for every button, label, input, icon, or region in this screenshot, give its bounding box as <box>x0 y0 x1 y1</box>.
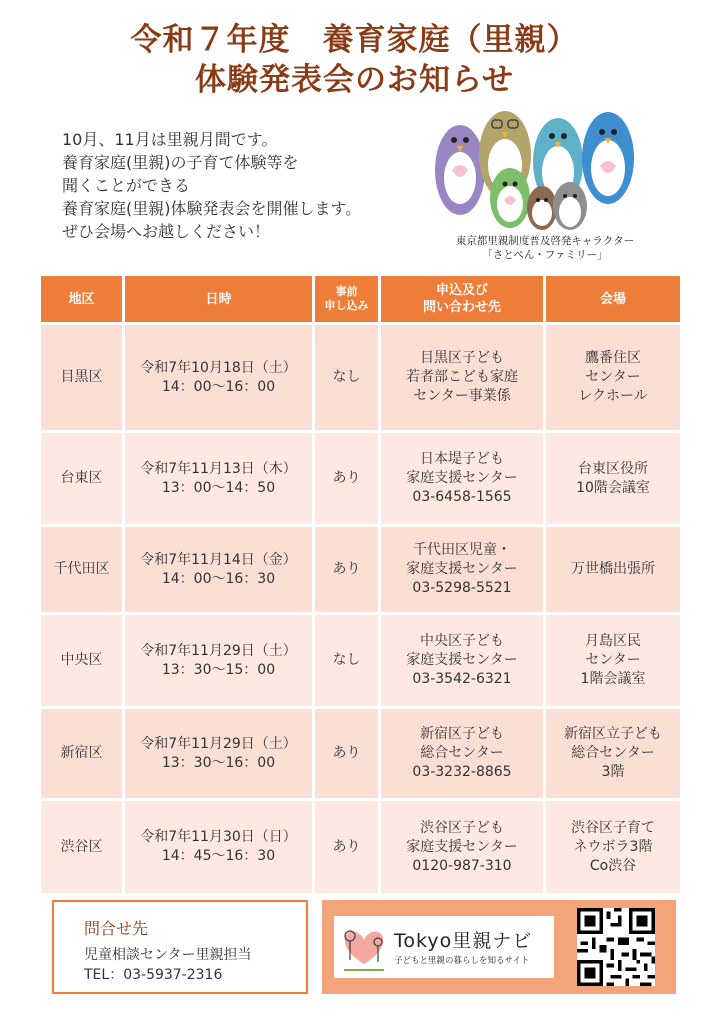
page-title <box>0 20 709 100</box>
contact-line: 家庭支援センター <box>406 561 518 577</box>
cell-district: 渋谷区 <box>40 800 124 895</box>
table-row <box>40 800 682 895</box>
event-schedule-table <box>38 273 683 896</box>
header-venue: 会場 <box>545 275 682 324</box>
cell-contact <box>380 526 545 614</box>
cell-time: 13：30～16：00 <box>161 754 276 771</box>
intro-line: 聞くことができる <box>62 176 191 195</box>
inquiry-box <box>52 900 308 994</box>
mascot-caption <box>430 234 660 262</box>
cell-time: 13：30～15：00 <box>161 661 276 678</box>
contact-line: 03-3542-6321 <box>412 671 512 687</box>
contact-line: 渋谷区子ども <box>420 819 504 836</box>
mascot-caption-line-2: 「さとぺん・ファミリー」 <box>482 249 608 261</box>
header-district: 地区 <box>40 275 124 324</box>
venue-line: Co渋谷 <box>589 857 637 874</box>
cell-date: 令和7年11月30日（日） <box>140 829 297 845</box>
cell-time: 14：45～16：30 <box>161 848 276 864</box>
contact-line: 日本堤子ども <box>420 451 504 467</box>
contact-line: 総合センター <box>420 745 504 761</box>
penguin-purple <box>435 125 485 215</box>
venue-line: 1階会議室 <box>580 671 646 687</box>
cell-prereg: あり <box>314 800 380 895</box>
contact-line: 家庭支援センター <box>406 470 518 486</box>
table-row <box>40 526 682 614</box>
contact-line: 中央区子ども <box>420 633 504 649</box>
cell-venue <box>545 708 682 800</box>
table-row <box>40 432 682 526</box>
intro-line: 養育家庭(里親)体験発表会を開催します。 <box>62 199 362 218</box>
cell-venue <box>545 432 682 526</box>
cell-datetime <box>124 432 314 526</box>
contact-line: 03-5298-5521 <box>412 580 512 596</box>
cell-contact <box>380 614 545 708</box>
tokyo-satooya-navi-banner[interactable] <box>322 900 676 994</box>
title-line-1: 令和７年度 養育家庭（里親） <box>130 22 579 58</box>
venue-line: レクホール <box>578 388 648 404</box>
intro-text <box>62 128 422 243</box>
header-contact-line-1: 申込及び <box>435 283 488 298</box>
cell-datetime <box>124 614 314 708</box>
cell-district: 台東区 <box>40 432 124 526</box>
family-heart-icon <box>338 920 390 974</box>
contact-line: 千代田区児童・ <box>413 542 511 558</box>
cell-prereg: あり <box>314 708 380 800</box>
contact-line: 新宿区子ども <box>420 726 504 742</box>
cell-venue <box>545 614 682 708</box>
venue-line: 台東区役所 <box>578 460 648 477</box>
venue-line: 月島区民 <box>585 633 641 649</box>
cell-district: 目黒区 <box>40 324 124 432</box>
cell-contact <box>380 708 545 800</box>
navi-name: Tokyo里親ナビ <box>394 930 533 952</box>
header-datetime: 日時 <box>124 275 314 324</box>
cell-prereg: なし <box>314 324 380 432</box>
contact-line: 目黒区子ども <box>420 350 504 366</box>
cell-date: 令和7年11月13日（木） <box>140 460 297 477</box>
penguin-brown-child <box>527 186 557 230</box>
cell-time: 14：00～16：30 <box>161 570 276 587</box>
navi-subtitle: 子どもと里親の暮らしを知るサイト <box>394 956 530 966</box>
cell-district: 新宿区 <box>40 708 124 800</box>
venue-line: センター <box>585 652 641 668</box>
cell-contact <box>380 324 545 432</box>
cell-date: 令和7年10月18日（土） <box>140 359 297 376</box>
contact-line: 家庭支援センター <box>406 838 518 855</box>
cell-datetime <box>124 324 314 432</box>
venue-line: 3階 <box>601 764 625 780</box>
cell-prereg: あり <box>314 432 380 526</box>
cell-time: 13：00～14：50 <box>161 479 276 496</box>
header-prereg-line-2: 申し込み <box>324 299 369 312</box>
header-prereg-line-1: 事前 <box>335 285 358 298</box>
penguin-green-child <box>490 168 530 228</box>
penguin-family-illustration <box>430 100 640 235</box>
inquiry-phone: TEL：03-5937-2316 <box>84 967 223 983</box>
inquiry-title: 問合せ先 <box>84 919 149 938</box>
venue-line: 10階会議室 <box>576 479 650 496</box>
contact-line: センター事業係 <box>413 388 511 404</box>
title-line-2: 体験発表会のお知らせ <box>194 62 515 98</box>
table-header-row <box>40 275 682 324</box>
contact-line: 03-6458-1565 <box>412 489 512 505</box>
navi-logo[interactable] <box>334 916 554 978</box>
mascot-caption-line-1: 東京都里親制度普及啓発キャラクター <box>455 235 635 247</box>
contact-line: 0120-987-310 <box>412 857 512 874</box>
header-prereg <box>314 275 380 324</box>
cell-contact <box>380 800 545 895</box>
venue-line: ネウボラ3階 <box>573 838 653 855</box>
cell-prereg: なし <box>314 614 380 708</box>
cell-venue <box>545 526 682 614</box>
cell-venue <box>545 800 682 895</box>
venue-line: 新宿区立子ども <box>564 726 662 742</box>
cell-datetime <box>124 800 314 895</box>
cell-date: 令和7年11月14日（金） <box>140 551 297 568</box>
table-row <box>40 614 682 708</box>
intro-line: 10月、11月は里親月間です。 <box>62 130 278 149</box>
intro-line: ぜひ会場へお越しください！ <box>62 222 271 241</box>
contact-line: 家庭支援センター <box>406 652 518 668</box>
cell-datetime <box>124 708 314 800</box>
cell-district: 千代田区 <box>40 526 124 614</box>
header-contact <box>380 275 545 324</box>
qr-code-icon[interactable] <box>577 908 655 986</box>
cell-venue <box>545 324 682 432</box>
intro-line: 養育家庭(里親)の子育て体験等を <box>62 153 299 172</box>
cell-date: 令和7年11月29日（土） <box>140 735 297 752</box>
contact-line: 03-3232-8865 <box>412 764 512 780</box>
cell-district: 中央区 <box>40 614 124 708</box>
cell-datetime <box>124 526 314 614</box>
cell-contact <box>380 432 545 526</box>
table-row <box>40 708 682 800</box>
venue-line: 総合センター <box>571 745 655 761</box>
penguin-gray-child <box>553 182 587 230</box>
venue-line: 渋谷区子育て <box>571 819 655 836</box>
cell-prereg: あり <box>314 526 380 614</box>
header-contact-line-2: 問い合わせ先 <box>422 300 501 315</box>
table-row <box>40 324 682 432</box>
venue-line: 鷹番住区 <box>585 350 641 366</box>
penguin-blue <box>582 112 634 204</box>
cell-date: 令和7年11月29日（土） <box>140 642 297 659</box>
venue-line: センター <box>585 369 641 385</box>
cell-time: 14：00～16：00 <box>161 378 276 395</box>
contact-line: 若者部こども家庭 <box>406 369 518 385</box>
venue-line: 万世橋出張所 <box>571 561 655 577</box>
inquiry-department: 児童相談センター里親担当 <box>84 947 252 963</box>
